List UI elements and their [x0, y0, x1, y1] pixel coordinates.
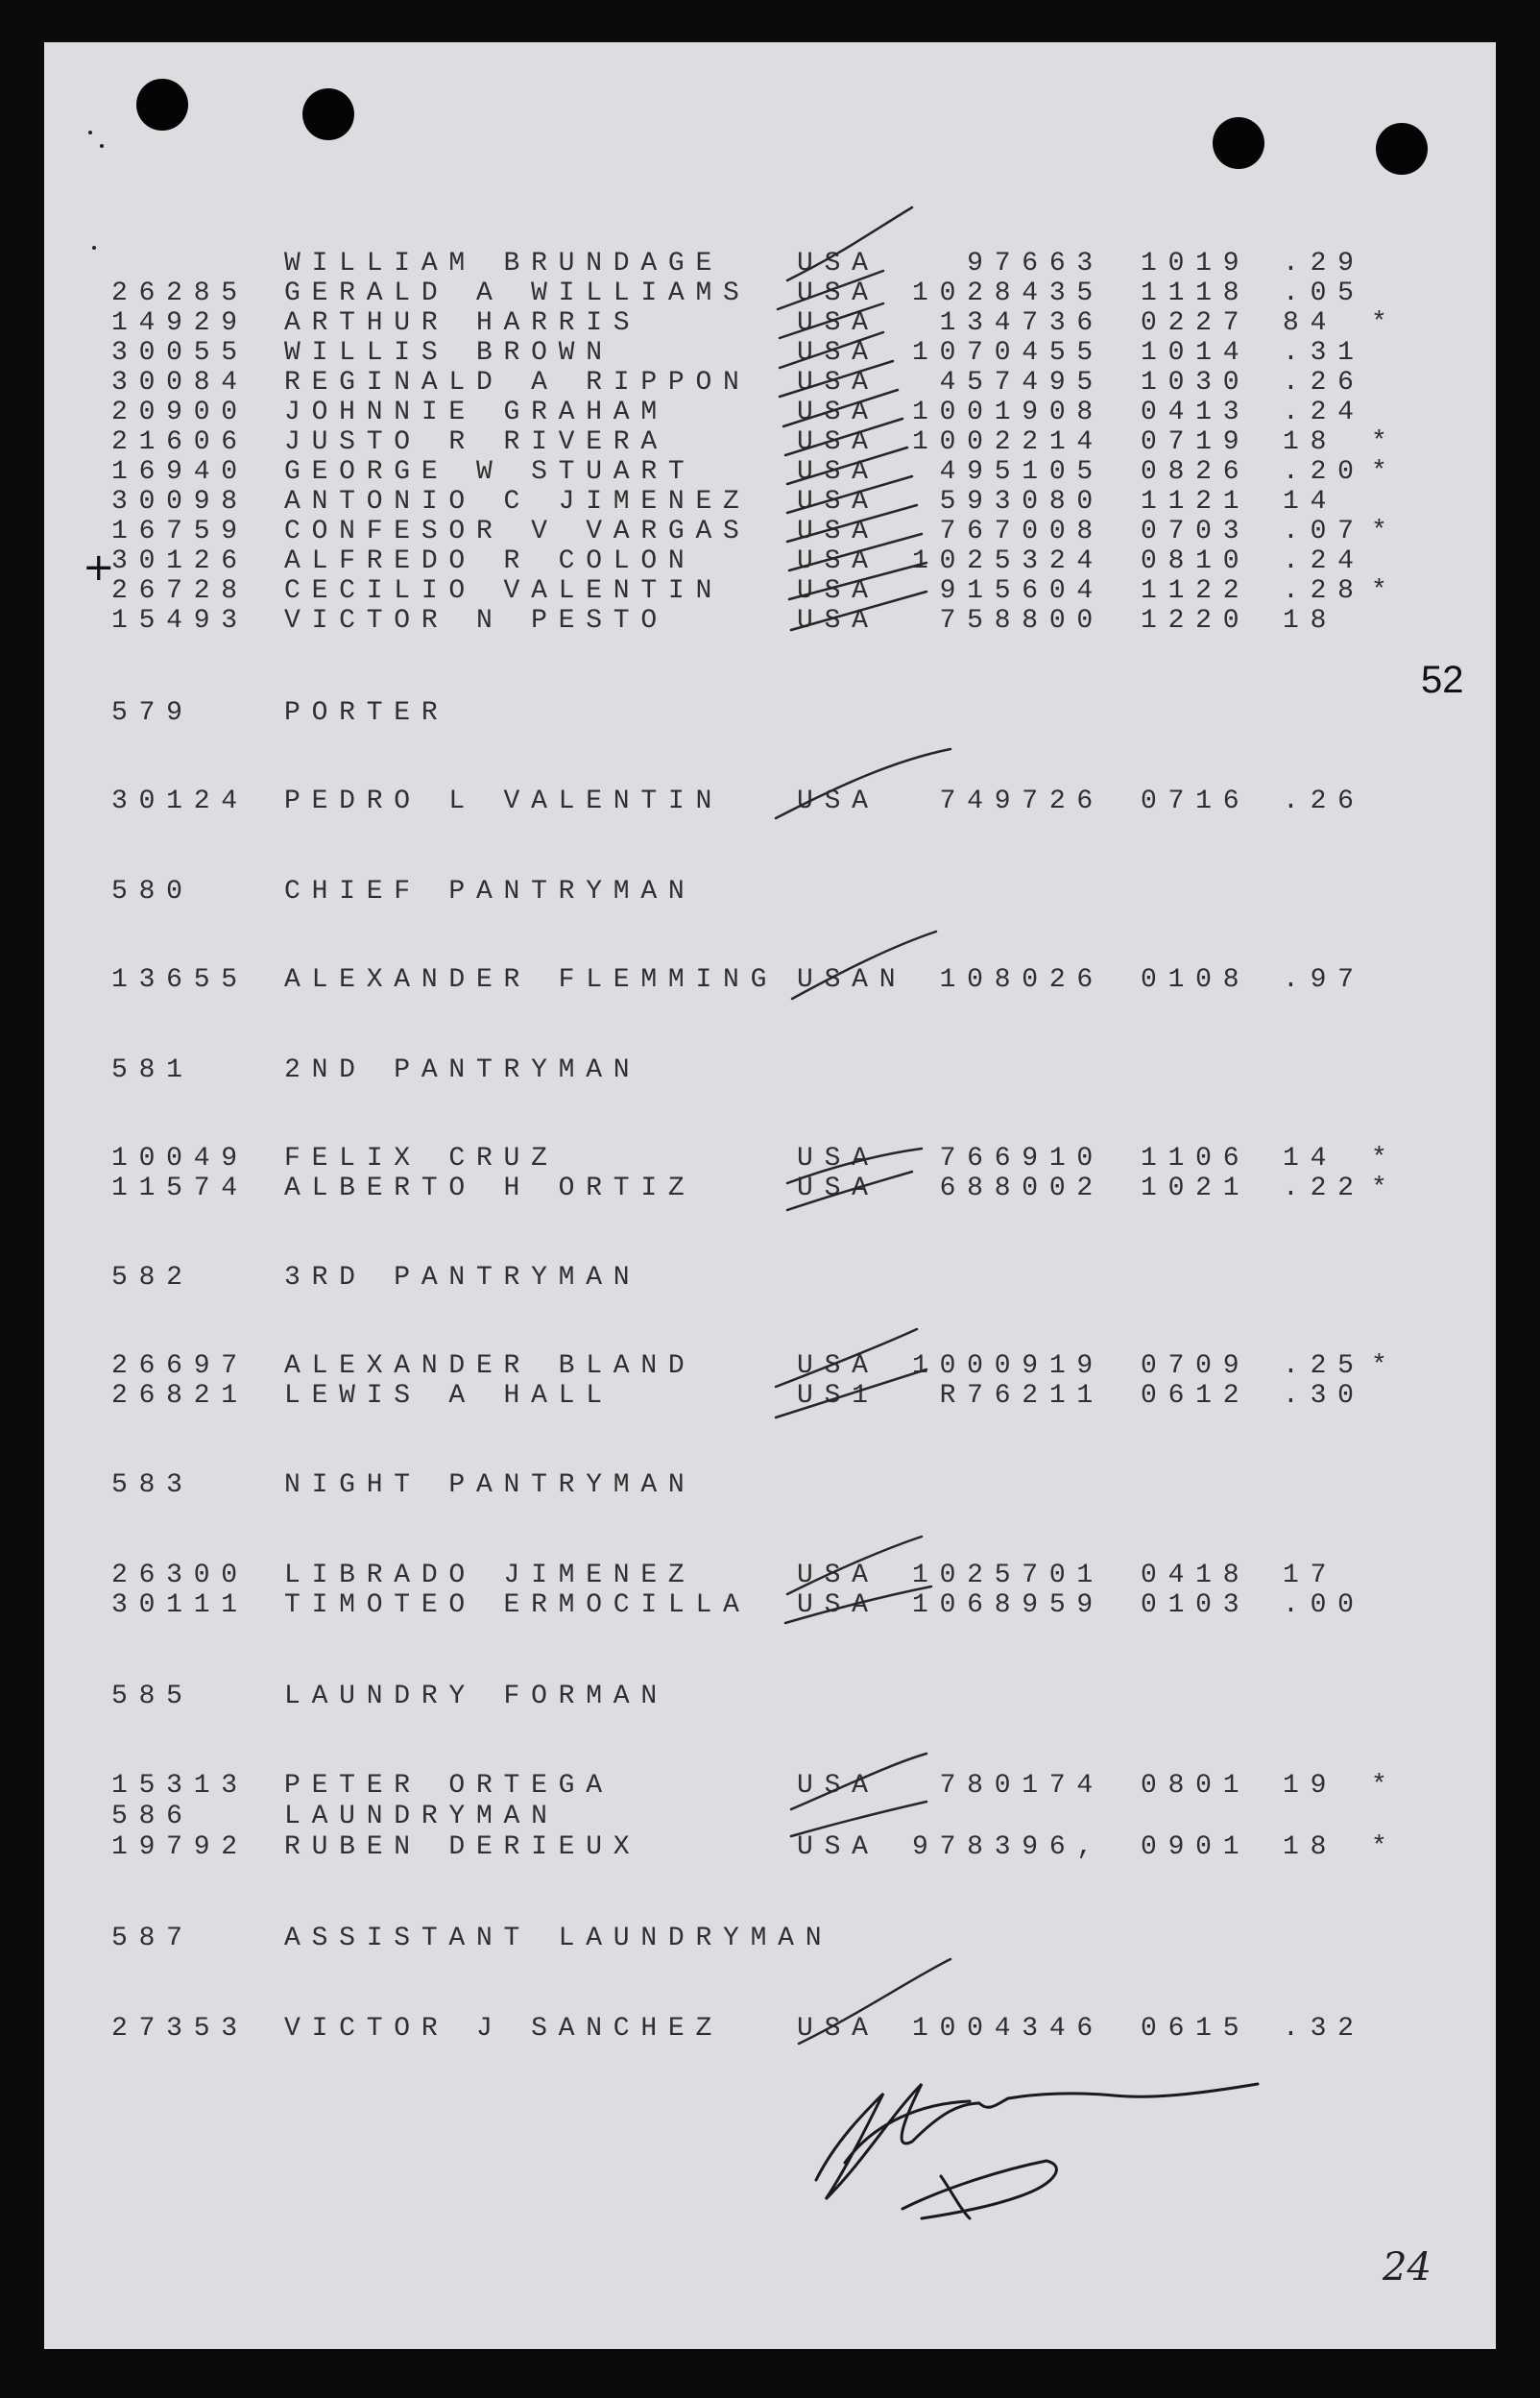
employee-name: WILLIAM BRUNDAGE — [284, 249, 724, 279]
employee-number: 26821 — [111, 1381, 249, 1411]
rate-value: 19 — [1283, 1771, 1338, 1801]
asterisk-mark: * — [1371, 457, 1399, 487]
employee-name: PEDRO L VALENTIN — [284, 787, 724, 816]
asterisk-mark: * — [1371, 517, 1399, 546]
date-code: 0801 — [1141, 1771, 1251, 1801]
employee-name: CECILIO VALENTIN — [284, 576, 724, 606]
rate-value: .26 — [1283, 368, 1365, 398]
employee-number: 30084 — [111, 368, 249, 398]
date-code: 0413 — [1141, 398, 1251, 427]
rate-value: .07 — [1283, 517, 1365, 546]
rate-value: .25 — [1283, 1351, 1365, 1381]
date-code: 0227 — [1141, 308, 1251, 338]
account-number: 1068959 — [912, 1590, 1104, 1620]
employee-name: VICTOR J SANCHEZ — [284, 2014, 724, 2044]
employee-number: 30124 — [111, 787, 249, 816]
employee-name: ARTHUR HARRIS — [284, 308, 641, 338]
account-number: 915604 — [939, 576, 1104, 606]
employee-name: JUSTO R RIVERA — [284, 427, 668, 457]
section-code: 580 — [111, 877, 194, 907]
employee-name: JOHNNIE GRAHAM — [284, 398, 668, 427]
employee-number: 15313 — [111, 1771, 249, 1801]
section-title: 2ND PANTRYMAN — [284, 1055, 641, 1085]
section-title: LAUNDRYMAN — [284, 1802, 559, 1831]
nationality: USA — [797, 308, 879, 338]
account-number: 1028435 — [912, 279, 1104, 308]
rate-value: 14 — [1283, 1144, 1338, 1174]
section-code: 586 — [111, 1802, 194, 1831]
rate-value: 84 — [1283, 308, 1338, 338]
employee-name: CONFESOR V VARGAS — [284, 517, 751, 546]
nationality: USA — [797, 546, 879, 576]
section-code: 579 — [111, 698, 194, 728]
employee-number: 16759 — [111, 517, 249, 546]
nationality: USA — [797, 279, 879, 308]
rate-value: .31 — [1283, 338, 1365, 368]
asterisk-mark: * — [1371, 576, 1399, 606]
account-number: 1025701 — [912, 1561, 1104, 1590]
employee-name: ALEXANDER FLEMMING — [284, 965, 779, 995]
account-number: 1004346 — [912, 2014, 1104, 2044]
asterisk-mark: * — [1371, 427, 1399, 457]
date-code: 0418 — [1141, 1561, 1251, 1590]
nationality: USA — [797, 1144, 879, 1174]
nationality: USA — [797, 368, 879, 398]
account-number: 780174 — [939, 1771, 1104, 1801]
employee-number: 11574 — [111, 1174, 249, 1203]
date-code: 1021 — [1141, 1174, 1251, 1203]
employee-number: 30098 — [111, 487, 249, 517]
signature — [816, 2084, 1258, 2218]
date-code: 1121 — [1141, 487, 1251, 517]
nationality: USA — [797, 1832, 879, 1862]
employee-name: GERALD A WILLIAMS — [284, 279, 751, 308]
rate-value: .24 — [1283, 398, 1365, 427]
rate-value: .28 — [1283, 576, 1365, 606]
date-code: 1118 — [1141, 279, 1251, 308]
margin-mark: + — [83, 545, 115, 590]
employee-name: ANTONIO C JIMENEZ — [284, 487, 751, 517]
date-code: 0716 — [1141, 787, 1251, 816]
nationality: USA — [797, 1351, 879, 1381]
employee-number: 16940 — [111, 457, 249, 487]
corner-mark: 24 — [1383, 2245, 1432, 2289]
section-title: ASSISTANT LAUNDRYMAN — [284, 1924, 833, 1953]
nationality: USA — [797, 606, 879, 636]
asterisk-mark: * — [1371, 1351, 1399, 1381]
nationality: USA — [797, 457, 879, 487]
employee-name: GEORGE W STUART — [284, 457, 696, 487]
employee-number: 10049 — [111, 1144, 249, 1174]
date-code: 0703 — [1141, 517, 1251, 546]
employee-name: RUBEN DERIEUX — [284, 1832, 641, 1862]
employee-number: 30055 — [111, 338, 249, 368]
account-number: 767008 — [939, 517, 1104, 546]
rate-value: .26 — [1283, 787, 1365, 816]
section-title: LAUNDRY FORMAN — [284, 1682, 668, 1711]
employee-number: 21606 — [111, 427, 249, 457]
rate-value: .20 — [1283, 457, 1365, 487]
rate-value: 17 — [1283, 1561, 1338, 1590]
employee-number: 30126 — [111, 546, 249, 576]
section-code: 585 — [111, 1682, 194, 1711]
account-number: 766910 — [939, 1144, 1104, 1174]
rate-value: .29 — [1283, 249, 1365, 279]
nationality: USA — [797, 427, 879, 457]
nationality: USA — [797, 1174, 879, 1203]
section-title: 3RD PANTRYMAN — [284, 1263, 641, 1293]
employee-number: 27353 — [111, 2014, 249, 2044]
nationality: USA — [797, 1590, 879, 1620]
employee-name: PETER ORTEGA — [284, 1771, 614, 1801]
asterisk-mark: * — [1371, 1832, 1399, 1862]
employee-number: 13655 — [111, 965, 249, 995]
employee-number: 14929 — [111, 308, 249, 338]
date-code: 0103 — [1141, 1590, 1251, 1620]
employee-name: VICTOR N PESTO — [284, 606, 668, 636]
account-number: 1000919 — [912, 1351, 1104, 1381]
employee-number: 26697 — [111, 1351, 249, 1381]
account-number: 457495 — [939, 368, 1104, 398]
account-number: 1002214 — [912, 427, 1104, 457]
date-code: 1014 — [1141, 338, 1251, 368]
rate-value: 18 — [1283, 606, 1338, 636]
rate-value: .24 — [1283, 546, 1365, 576]
date-code: 0826 — [1141, 457, 1251, 487]
nationality: USA — [797, 576, 879, 606]
employee-name: ALEXANDER BLAND — [284, 1351, 696, 1381]
employee-number: 26285 — [111, 279, 249, 308]
section-title: PORTER — [284, 698, 449, 728]
employee-name: LIBRADO JIMENEZ — [284, 1561, 696, 1590]
section-title: NIGHT PANTRYMAN — [284, 1470, 696, 1500]
employee-number: 26728 — [111, 576, 249, 606]
employee-number: 19792 — [111, 1832, 249, 1862]
account-number: 758800 — [939, 606, 1104, 636]
date-code: 1122 — [1141, 576, 1251, 606]
account-number: 134736 — [939, 308, 1104, 338]
nationality: USA — [797, 2014, 879, 2044]
rate-value: .97 — [1283, 965, 1365, 995]
asterisk-mark: * — [1371, 1144, 1399, 1174]
employee-name: TIMOTEO ERMOCILLA — [284, 1590, 751, 1620]
rate-value: .00 — [1283, 1590, 1365, 1620]
account-number: 688002 — [939, 1174, 1104, 1203]
nationality: US1 — [797, 1381, 879, 1411]
section-code: 582 — [111, 1263, 194, 1293]
date-code: 1030 — [1141, 368, 1251, 398]
employee-name: LEWIS A HALL — [284, 1381, 614, 1411]
rate-value: .30 — [1283, 1381, 1365, 1411]
employee-number: 15493 — [111, 606, 249, 636]
nationality: USA — [797, 1771, 879, 1801]
date-code: 0709 — [1141, 1351, 1251, 1381]
asterisk-mark: * — [1371, 308, 1399, 338]
nationality: USA — [797, 249, 879, 279]
date-code: 0612 — [1141, 1381, 1251, 1411]
account-number: 1025324 — [912, 546, 1104, 576]
account-number: R76211 — [939, 1381, 1104, 1411]
rate-value: 18 — [1283, 1832, 1338, 1862]
nationality: USA — [797, 398, 879, 427]
section-code: 587 — [111, 1924, 194, 1953]
account-number: 97663 — [967, 249, 1104, 279]
asterisk-mark: * — [1371, 1771, 1399, 1801]
rate-value: .22 — [1283, 1174, 1365, 1203]
account-number: 978396, — [912, 1832, 1104, 1862]
section-title: CHIEF PANTRYMAN — [284, 877, 696, 907]
date-code: 0810 — [1141, 546, 1251, 576]
rate-value: .05 — [1283, 279, 1365, 308]
date-code: 1220 — [1141, 606, 1251, 636]
employee-name: ALFREDO R COLON — [284, 546, 696, 576]
date-code: 0108 — [1141, 965, 1251, 995]
rate-value: 14 — [1283, 487, 1338, 517]
nationality: USA — [797, 517, 879, 546]
employee-number: 30111 — [111, 1590, 249, 1620]
rate-value: 18 — [1283, 427, 1338, 457]
account-number: 749726 — [939, 787, 1104, 816]
account-number: 495105 — [939, 457, 1104, 487]
account-number: 1001908 — [912, 398, 1104, 427]
date-code: 0901 — [1141, 1832, 1251, 1862]
employee-name: FELIX CRUZ — [284, 1144, 559, 1174]
account-number: 108026 — [939, 965, 1104, 995]
section-code: 583 — [111, 1470, 194, 1500]
date-code: 0615 — [1141, 2014, 1251, 2044]
nationality: USA — [797, 787, 879, 816]
account-number: 1070455 — [912, 338, 1104, 368]
date-code: 0719 — [1141, 427, 1251, 457]
nationality: USA — [797, 487, 879, 517]
nationality: USA — [797, 338, 879, 368]
asterisk-mark: * — [1371, 1174, 1399, 1203]
employee-number: 26300 — [111, 1561, 249, 1590]
nationality: USA — [797, 1561, 879, 1590]
date-code: 1019 — [1141, 249, 1251, 279]
employee-name: ALBERTO H ORTIZ — [284, 1174, 696, 1203]
section-code: 581 — [111, 1055, 194, 1085]
date-code: 1106 — [1141, 1144, 1251, 1174]
employee-name: REGINALD A RIPPON — [284, 368, 751, 398]
nationality: USAN — [797, 965, 907, 995]
account-number: 593080 — [939, 487, 1104, 517]
employee-name: WILLIS BROWN — [284, 338, 614, 368]
rate-value: .32 — [1283, 2014, 1365, 2044]
page-number: 52 — [1421, 659, 1464, 701]
employee-number: 20900 — [111, 398, 249, 427]
